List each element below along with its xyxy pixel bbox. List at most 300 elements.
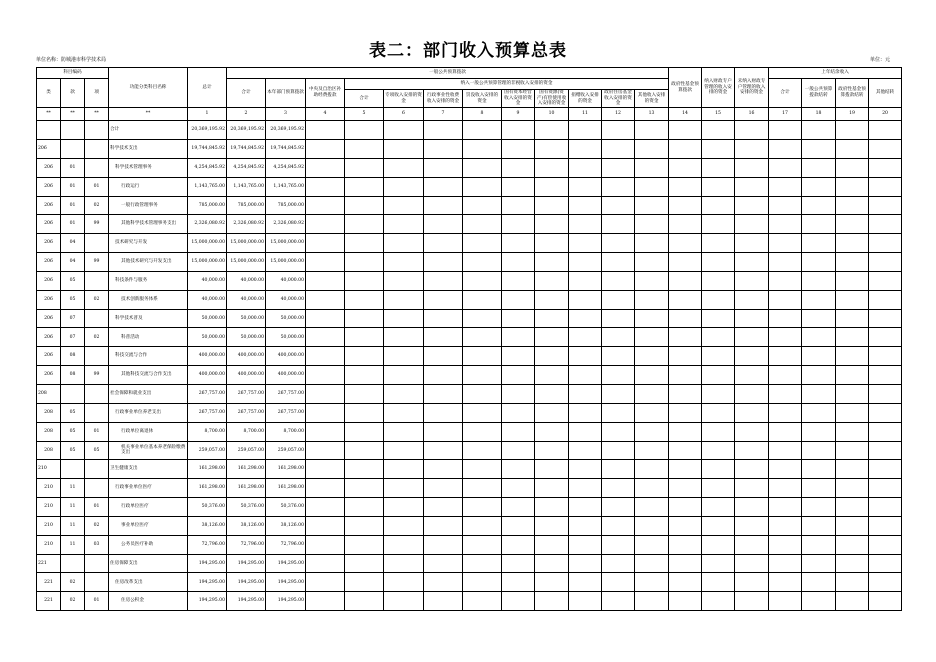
cell-empty xyxy=(602,196,635,215)
cell-total: 20,369,195.92 xyxy=(188,121,227,140)
header-other-funds: 其他收入安排的资金 xyxy=(635,90,669,108)
cell-empty xyxy=(802,479,836,498)
cell-total: 40,000.00 xyxy=(188,290,227,309)
cell-empty xyxy=(836,215,869,234)
cell-empty xyxy=(306,271,345,290)
cell-total: 15,000,000.00 xyxy=(188,253,227,272)
cell-empty xyxy=(702,196,735,215)
cell-empty xyxy=(735,196,769,215)
cell-empty xyxy=(535,215,569,234)
cell-lei: 210 xyxy=(37,460,61,479)
cell-empty xyxy=(502,403,535,422)
cell-empty xyxy=(502,479,535,498)
cell-empty xyxy=(463,121,502,140)
cell-empty xyxy=(635,121,669,140)
cell-lei: 208 xyxy=(37,385,61,404)
cell-empty xyxy=(702,535,735,554)
cell-kuan: 01 xyxy=(61,196,85,215)
cell-empty xyxy=(502,215,535,234)
cell-empty xyxy=(602,328,635,347)
cell-empty xyxy=(502,554,535,573)
cell-empty xyxy=(569,441,602,460)
cell-empty xyxy=(869,215,902,234)
column-index-cell: ** xyxy=(37,108,61,121)
cell-lei: 206 xyxy=(37,328,61,347)
cell-empty xyxy=(869,385,902,404)
cell-empty xyxy=(602,271,635,290)
cell-empty xyxy=(702,554,735,573)
cell-empty xyxy=(802,309,836,328)
cell-subtotal: 8,700.00 xyxy=(227,422,266,441)
cell-empty xyxy=(424,140,463,159)
cell-empty xyxy=(702,498,735,517)
table-row xyxy=(37,460,902,479)
cell-xiang: 99 xyxy=(85,253,109,272)
table-row xyxy=(37,196,902,215)
cell-base-allocation: 4,254,845.92 xyxy=(266,158,306,177)
cell-empty xyxy=(345,196,384,215)
table-row xyxy=(37,158,902,177)
column-index-cell: 12 xyxy=(602,108,635,121)
cell-empty xyxy=(769,290,802,309)
cell-kuan xyxy=(61,121,85,140)
cell-empty xyxy=(502,158,535,177)
cell-empty xyxy=(502,140,535,159)
cell-function-name: 合计 xyxy=(109,121,188,140)
cell-empty xyxy=(635,554,669,573)
header-general-budget: 一般公共预算拨款 xyxy=(227,68,669,79)
cell-empty xyxy=(502,290,535,309)
cell-empty xyxy=(384,441,424,460)
cell-empty xyxy=(535,177,569,196)
cell-empty xyxy=(345,366,384,385)
cell-empty xyxy=(535,441,569,460)
cell-empty xyxy=(424,328,463,347)
cell-empty xyxy=(384,328,424,347)
cell-empty xyxy=(669,121,702,140)
header-included-funds: 纳入一般公共预算管理的非税收入安排的资金 xyxy=(345,79,669,90)
cell-empty xyxy=(345,309,384,328)
cell-empty xyxy=(463,309,502,328)
cell-empty xyxy=(669,328,702,347)
cell-xiang xyxy=(85,234,109,253)
cell-empty xyxy=(602,140,635,159)
cell-empty xyxy=(735,347,769,366)
cell-base-allocation: 194,295.00 xyxy=(266,573,306,592)
cell-empty xyxy=(769,328,802,347)
cell-xiang xyxy=(85,271,109,290)
cell-empty xyxy=(306,479,345,498)
cell-empty xyxy=(384,253,424,272)
table-row xyxy=(37,271,902,290)
cell-empty xyxy=(602,158,635,177)
cell-empty xyxy=(535,121,569,140)
cell-total: 19,744,845.92 xyxy=(188,140,227,159)
cell-empty xyxy=(769,535,802,554)
cell-lei: 208 xyxy=(37,403,61,422)
cell-empty xyxy=(424,422,463,441)
cell-empty xyxy=(635,592,669,611)
cell-empty xyxy=(463,592,502,611)
cell-function-name: 机关事业单位基本养老保险缴费支出 xyxy=(109,441,188,460)
cell-empty xyxy=(836,479,869,498)
cell-empty xyxy=(802,158,836,177)
cell-lei: 206 xyxy=(37,140,61,159)
cell-empty xyxy=(345,422,384,441)
cell-empty xyxy=(384,234,424,253)
cell-empty xyxy=(669,422,702,441)
cell-empty xyxy=(569,592,602,611)
cell-empty xyxy=(702,271,735,290)
cell-empty xyxy=(306,290,345,309)
cell-function-name: 住房改革支出 xyxy=(109,573,188,592)
cell-empty xyxy=(384,271,424,290)
cell-empty xyxy=(735,479,769,498)
cell-xiang: 02 xyxy=(85,290,109,309)
cell-base-allocation: 50,000.00 xyxy=(266,328,306,347)
cell-kuan xyxy=(61,385,85,404)
cell-empty xyxy=(735,573,769,592)
table-row xyxy=(37,422,902,441)
cell-empty xyxy=(802,177,836,196)
column-index-cell: 7 xyxy=(424,108,463,121)
cell-subtotal: 72,796.00 xyxy=(227,535,266,554)
cell-empty xyxy=(869,498,902,517)
cell-empty xyxy=(384,347,424,366)
cell-empty xyxy=(345,177,384,196)
cell-empty xyxy=(569,498,602,517)
cell-xiang xyxy=(85,554,109,573)
cell-empty xyxy=(702,460,735,479)
cell-empty xyxy=(769,498,802,517)
cell-function-name: 科学技术支出 xyxy=(109,140,188,159)
cell-empty xyxy=(535,535,569,554)
cell-xiang xyxy=(85,573,109,592)
cell-function-name: 行政单位医疗 xyxy=(109,498,188,517)
cell-total: 785,000.00 xyxy=(188,196,227,215)
cell-total: 50,000.00 xyxy=(188,328,227,347)
cell-empty xyxy=(569,290,602,309)
table-row xyxy=(37,347,902,366)
cell-empty xyxy=(735,309,769,328)
cell-empty xyxy=(502,366,535,385)
cell-empty xyxy=(869,140,902,159)
table-row xyxy=(37,121,902,140)
cell-empty xyxy=(424,460,463,479)
cell-empty xyxy=(602,535,635,554)
cell-empty xyxy=(869,366,902,385)
cell-empty xyxy=(836,366,869,385)
cell-empty xyxy=(669,196,702,215)
cell-empty xyxy=(602,290,635,309)
cell-function-name: 事业单位医疗 xyxy=(109,516,188,535)
cell-empty xyxy=(535,479,569,498)
cell-xiang: 01 xyxy=(85,592,109,611)
cell-function-name: 住房公积金 xyxy=(109,592,188,611)
cell-empty xyxy=(802,592,836,611)
cell-lei: 206 xyxy=(37,347,61,366)
cell-total: 400,000.00 xyxy=(188,366,227,385)
column-index-cell: ** xyxy=(61,108,85,121)
cell-lei: 210 xyxy=(37,498,61,517)
cell-xiang: 02 xyxy=(85,196,109,215)
cell-empty xyxy=(869,422,902,441)
cell-empty xyxy=(424,535,463,554)
cell-empty xyxy=(384,422,424,441)
table-row xyxy=(37,516,902,535)
cell-function-name: 卫生健康支出 xyxy=(109,460,188,479)
cell-empty xyxy=(869,347,902,366)
cell-empty xyxy=(424,403,463,422)
cell-empty xyxy=(345,140,384,159)
cell-empty xyxy=(535,234,569,253)
cell-subtotal: 50,000.00 xyxy=(227,328,266,347)
cell-empty xyxy=(306,516,345,535)
cell-empty xyxy=(569,196,602,215)
cell-xiang: 01 xyxy=(85,498,109,517)
cell-empty xyxy=(384,385,424,404)
header-total: 总计 xyxy=(188,68,227,108)
table-row xyxy=(37,234,902,253)
header-kuan: 款 xyxy=(61,79,85,108)
cell-total: 50,376.00 xyxy=(188,498,227,517)
cell-empty xyxy=(306,328,345,347)
cell-subtotal: 50,000.00 xyxy=(227,309,266,328)
cell-base-allocation: 15,000,000.00 xyxy=(266,253,306,272)
column-index-cell: 5 xyxy=(345,108,384,121)
cell-empty xyxy=(345,253,384,272)
cell-function-name: 科技交流与合作 xyxy=(109,347,188,366)
cell-subtotal: 4,254,845.92 xyxy=(227,158,266,177)
cell-empty xyxy=(769,234,802,253)
cell-xiang: 99 xyxy=(85,215,109,234)
cell-empty xyxy=(735,441,769,460)
cell-empty xyxy=(602,366,635,385)
cell-empty xyxy=(735,234,769,253)
cell-empty xyxy=(535,516,569,535)
cell-empty xyxy=(502,309,535,328)
cell-empty xyxy=(463,573,502,592)
header-carry-general: 一般公共预算拨款结转 xyxy=(802,79,836,108)
cell-subtotal: 40,000.00 xyxy=(227,290,266,309)
cell-function-name: 公务员医疗补助 xyxy=(109,535,188,554)
cell-xiang xyxy=(85,460,109,479)
table-header xyxy=(37,68,902,121)
cell-empty xyxy=(502,573,535,592)
cell-empty xyxy=(769,140,802,159)
header-xiang: 项 xyxy=(85,79,109,108)
cell-subtotal: 267,757.00 xyxy=(227,403,266,422)
cell-empty xyxy=(769,385,802,404)
cell-total: 267,757.00 xyxy=(188,403,227,422)
cell-empty xyxy=(735,498,769,517)
cell-empty xyxy=(463,140,502,159)
column-index-cell: 17 xyxy=(769,108,802,121)
cell-empty xyxy=(635,253,669,272)
cell-empty xyxy=(384,403,424,422)
table-row xyxy=(37,441,902,460)
cell-xiang: 02 xyxy=(85,328,109,347)
cell-empty xyxy=(463,479,502,498)
column-index-cell: ** xyxy=(109,108,188,121)
cell-subtotal: 2,326,080.92 xyxy=(227,215,266,234)
cell-empty xyxy=(602,516,635,535)
cell-kuan: 05 xyxy=(61,271,85,290)
header-fine-income: 罚没收入安排的资金 xyxy=(463,90,502,108)
table-row xyxy=(37,554,902,573)
cell-empty xyxy=(306,366,345,385)
cell-xiang xyxy=(85,479,109,498)
cell-empty xyxy=(535,347,569,366)
cell-empty xyxy=(602,253,635,272)
cell-empty xyxy=(635,403,669,422)
cell-empty xyxy=(702,347,735,366)
cell-subtotal: 161,298.00 xyxy=(227,479,266,498)
cell-base-allocation: 72,796.00 xyxy=(266,535,306,554)
table-row xyxy=(37,592,902,611)
cell-empty xyxy=(769,309,802,328)
cell-empty xyxy=(836,573,869,592)
table-row xyxy=(37,573,902,592)
cell-empty xyxy=(384,460,424,479)
cell-empty xyxy=(635,196,669,215)
cell-empty xyxy=(306,253,345,272)
cell-empty xyxy=(569,535,602,554)
cell-base-allocation: 161,298.00 xyxy=(266,460,306,479)
cell-total: 2,326,080.92 xyxy=(188,215,227,234)
cell-empty xyxy=(669,516,702,535)
cell-empty xyxy=(735,271,769,290)
cell-empty xyxy=(306,535,345,554)
cell-empty xyxy=(702,253,735,272)
cell-empty xyxy=(635,158,669,177)
cell-total: 161,298.00 xyxy=(188,479,227,498)
cell-empty xyxy=(535,309,569,328)
cell-empty xyxy=(735,554,769,573)
cell-empty xyxy=(463,554,502,573)
cell-empty xyxy=(463,271,502,290)
cell-empty xyxy=(602,441,635,460)
cell-base-allocation: 40,000.00 xyxy=(266,290,306,309)
cell-empty xyxy=(306,592,345,611)
cell-empty xyxy=(463,535,502,554)
cell-empty xyxy=(802,554,836,573)
cell-empty xyxy=(735,253,769,272)
cell-empty xyxy=(424,215,463,234)
cell-empty xyxy=(635,290,669,309)
cell-empty xyxy=(802,271,836,290)
cell-empty xyxy=(569,177,602,196)
header-donation: 捐赠收入安排的资金 xyxy=(569,90,602,108)
cell-function-name: 一般行政管理事务 xyxy=(109,196,188,215)
cell-base-allocation: 50,376.00 xyxy=(266,498,306,517)
cell-empty xyxy=(345,479,384,498)
cell-empty xyxy=(345,385,384,404)
cell-empty xyxy=(836,290,869,309)
cell-empty xyxy=(384,196,424,215)
cell-empty xyxy=(502,121,535,140)
cell-empty xyxy=(802,535,836,554)
header-carry-gov-fund: 政府性基金预算拨款结转 xyxy=(836,79,869,108)
cell-empty xyxy=(735,422,769,441)
cell-empty xyxy=(836,196,869,215)
table-row xyxy=(37,366,902,385)
cell-empty xyxy=(345,328,384,347)
column-index-cell: ** xyxy=(85,108,109,121)
cell-empty xyxy=(836,121,869,140)
cell-empty xyxy=(769,158,802,177)
table-row xyxy=(37,479,902,498)
cell-xiang xyxy=(85,158,109,177)
column-index-cell: 20 xyxy=(869,108,902,121)
cell-base-allocation: 194,295.00 xyxy=(266,554,306,573)
cell-empty xyxy=(802,460,836,479)
cell-base-allocation: 2,326,080.92 xyxy=(266,215,306,234)
cell-empty xyxy=(535,140,569,159)
header-carryover: 上年结余收入 xyxy=(769,68,902,79)
cell-kuan xyxy=(61,140,85,159)
cell-empty xyxy=(569,158,602,177)
cell-empty xyxy=(602,309,635,328)
cell-empty xyxy=(836,234,869,253)
cell-empty xyxy=(802,573,836,592)
cell-empty xyxy=(306,309,345,328)
cell-subtotal: 267,757.00 xyxy=(227,385,266,404)
cell-total: 4,254,845.92 xyxy=(188,158,227,177)
cell-empty xyxy=(769,366,802,385)
cell-empty xyxy=(424,309,463,328)
cell-empty xyxy=(802,121,836,140)
cell-empty xyxy=(384,592,424,611)
cell-empty xyxy=(769,403,802,422)
cell-kuan: 11 xyxy=(61,516,85,535)
cell-empty xyxy=(535,422,569,441)
cell-empty xyxy=(306,422,345,441)
cell-subtotal: 194,295.00 xyxy=(227,573,266,592)
cell-empty xyxy=(802,234,836,253)
cell-empty xyxy=(836,385,869,404)
cell-empty xyxy=(602,347,635,366)
cell-empty xyxy=(424,177,463,196)
cell-subtotal: 50,376.00 xyxy=(227,498,266,517)
cell-empty xyxy=(769,554,802,573)
cell-empty xyxy=(602,385,635,404)
table-row xyxy=(37,253,902,272)
cell-empty xyxy=(869,271,902,290)
cell-empty xyxy=(669,479,702,498)
cell-kuan: 01 xyxy=(61,215,85,234)
cell-empty xyxy=(702,592,735,611)
cell-empty xyxy=(635,479,669,498)
cell-empty xyxy=(463,516,502,535)
cell-empty xyxy=(669,573,702,592)
cell-subtotal: 40,000.00 xyxy=(227,271,266,290)
cell-empty xyxy=(463,498,502,517)
cell-empty xyxy=(669,158,702,177)
cell-lei: 206 xyxy=(37,158,61,177)
cell-empty xyxy=(502,441,535,460)
cell-empty xyxy=(463,215,502,234)
cell-empty xyxy=(669,441,702,460)
cell-kuan: 02 xyxy=(61,573,85,592)
cell-empty xyxy=(802,441,836,460)
cell-kuan: 05 xyxy=(61,290,85,309)
cell-empty xyxy=(345,234,384,253)
cell-empty xyxy=(735,592,769,611)
cell-empty xyxy=(345,573,384,592)
cell-empty xyxy=(735,385,769,404)
cell-empty xyxy=(836,253,869,272)
